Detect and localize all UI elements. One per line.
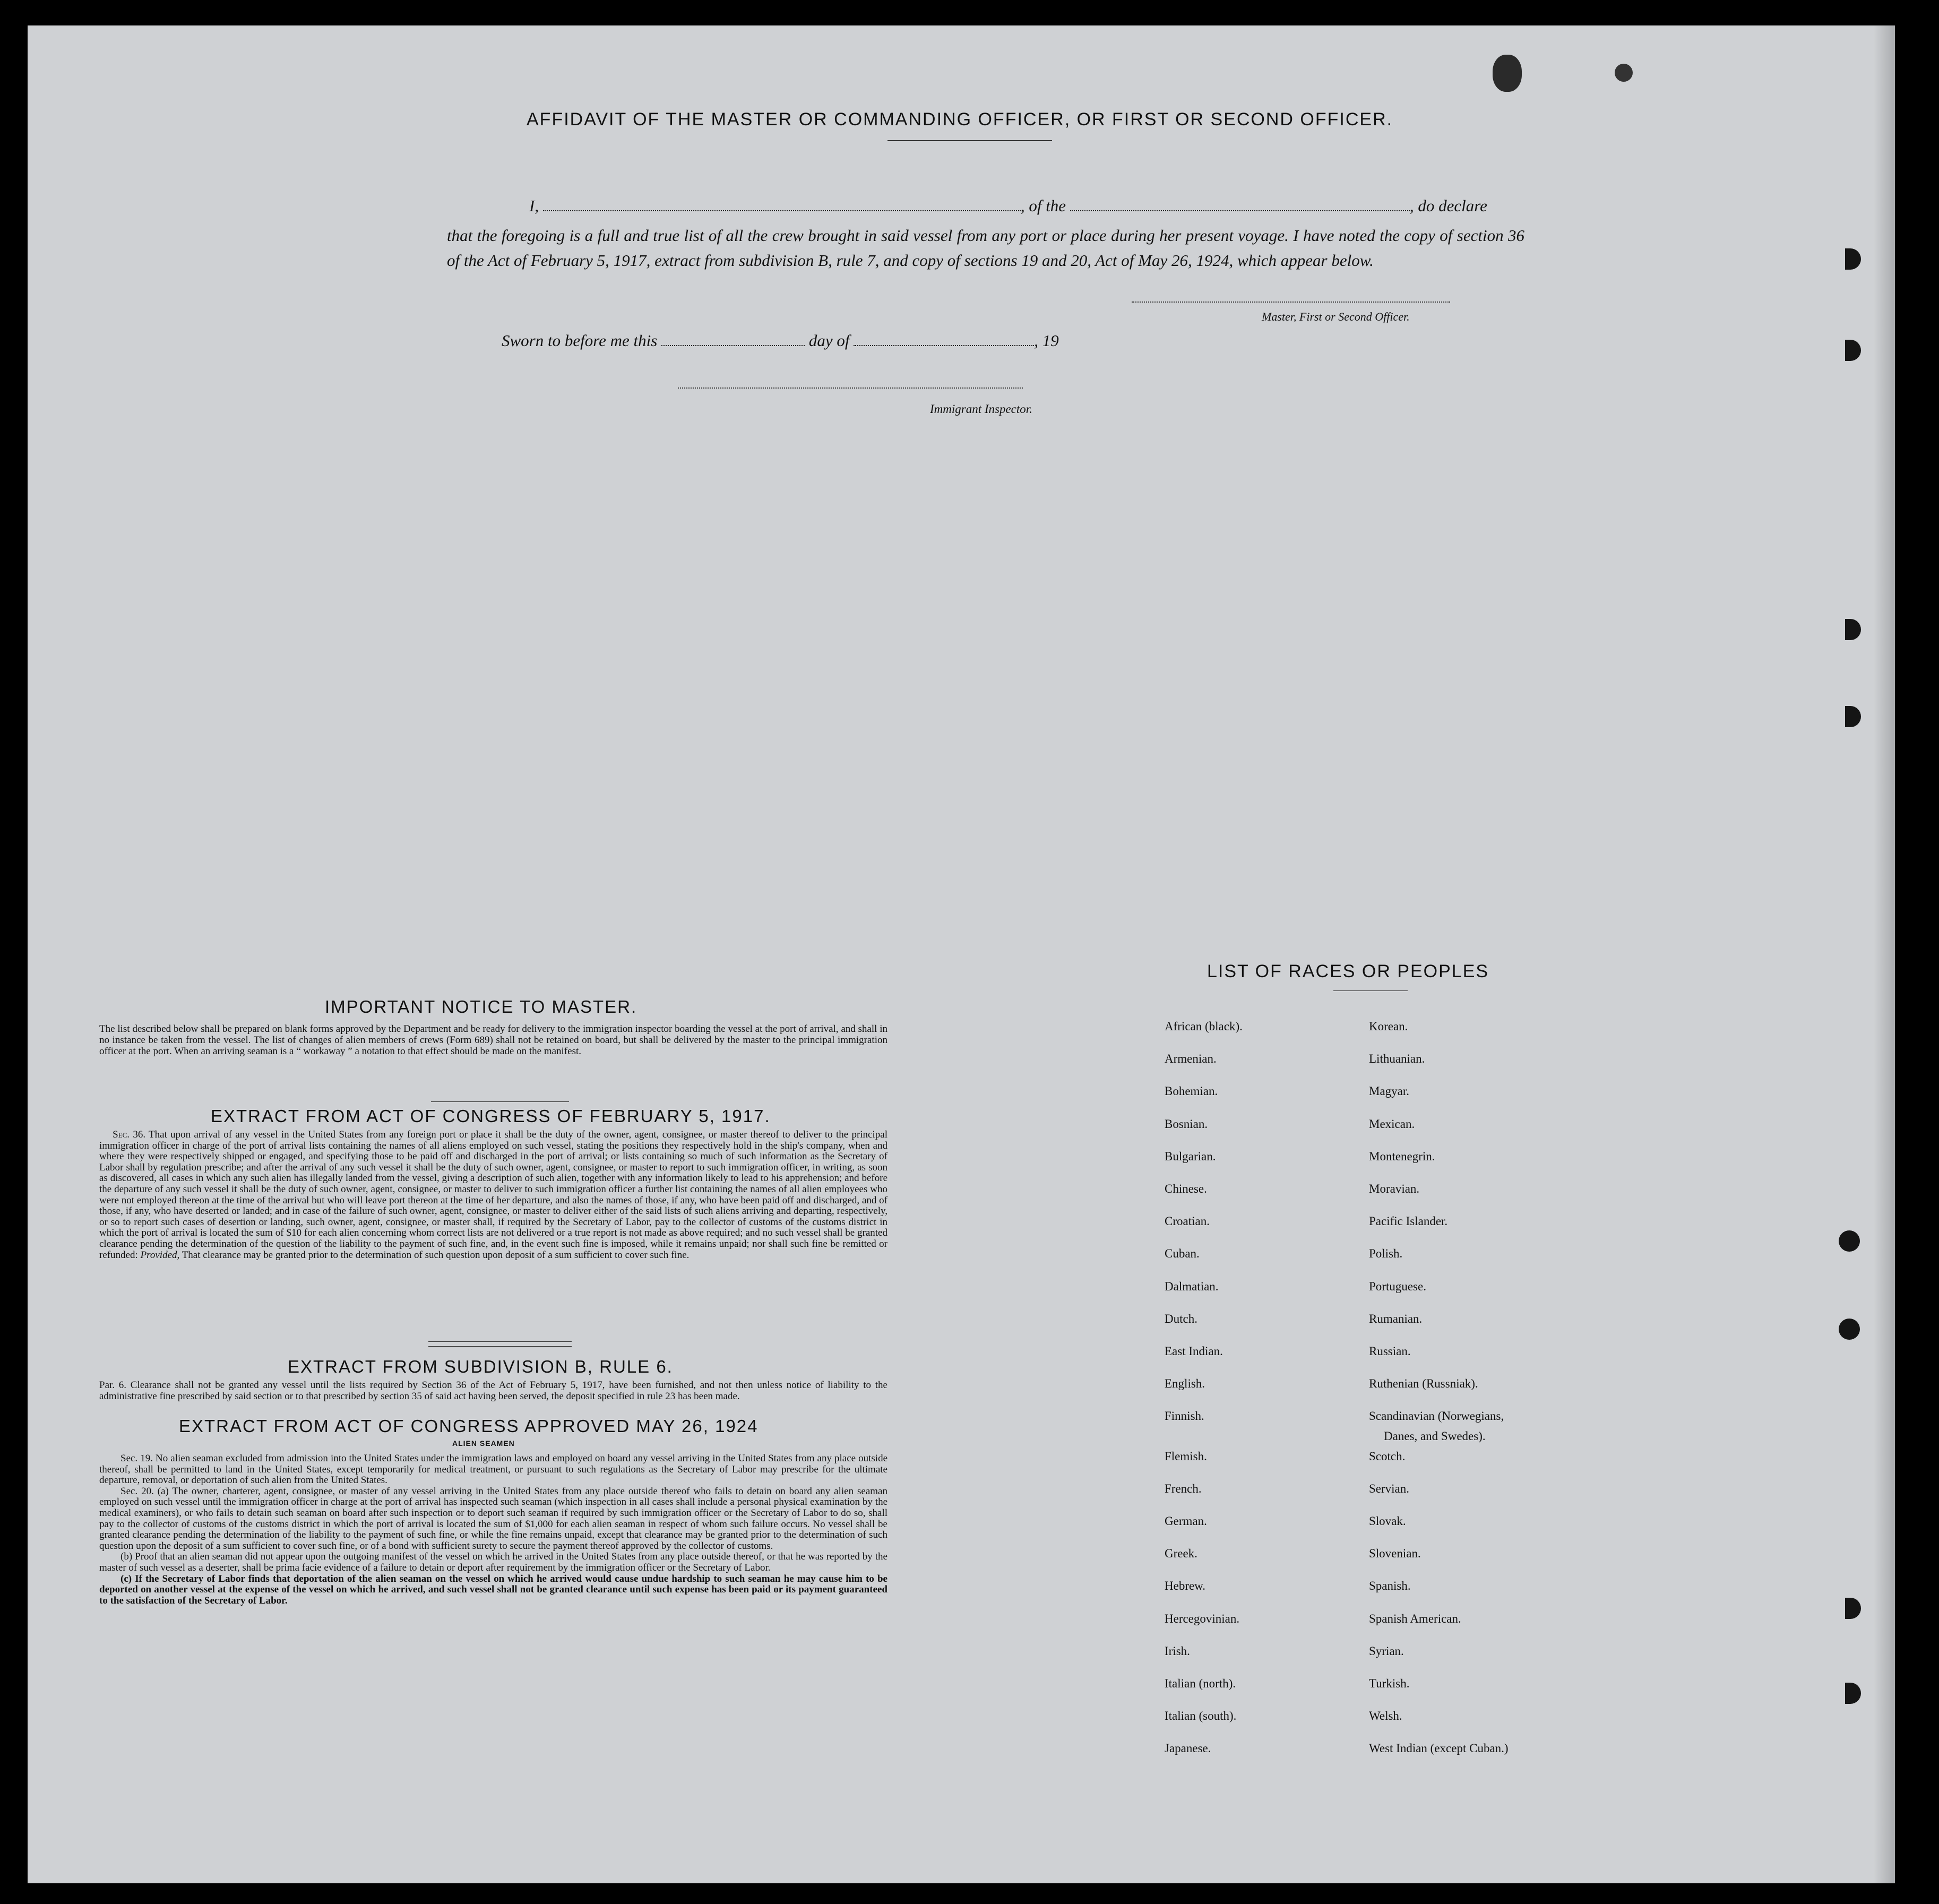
race-item: Scotch. bbox=[1369, 1450, 1406, 1463]
sec20c-text: (c) If the Secretary of Labor finds that deportation of the alien seaman on the vessel on which he arrived would cause undue hardship to such seaman he may cause him to be deported on another vessel at the expense of the vessel on which he arrived, and such vessel shall not be granted clearance until such expense has been paid or its payment guaranteed to the satisfaction of the Secretary of Labor. bbox=[99, 1573, 887, 1606]
binder-hole bbox=[1845, 1598, 1861, 1619]
divider bbox=[428, 1341, 572, 1342]
affidavit-title: AFFIDAVIT OF THE MASTER OR COMMANDING OFFICER, OR FIRST OR SECOND OFFICER. bbox=[527, 109, 1393, 130]
race-item: Bohemian. bbox=[1165, 1084, 1218, 1098]
vessel-blank[interactable] bbox=[1070, 210, 1410, 211]
notice-title: IMPORTANT NOTICE TO MASTER. bbox=[325, 997, 637, 1016]
of-the-label: , of the bbox=[1020, 196, 1066, 215]
race-item: Armenian. bbox=[1165, 1052, 1217, 1065]
race-item: Russian. bbox=[1369, 1345, 1411, 1358]
race-item: Spanish American. bbox=[1369, 1612, 1461, 1625]
binder-hole bbox=[1839, 1319, 1860, 1340]
race-item: Polish. bbox=[1369, 1247, 1403, 1260]
race-item: Cuban. bbox=[1165, 1247, 1200, 1260]
race-item: Japanese. bbox=[1165, 1742, 1211, 1755]
divider bbox=[431, 1101, 569, 1102]
extract-1924-subtitle: ALIEN SEAMEN bbox=[452, 1439, 515, 1448]
sec36-text: That upon arrival of any vessel in the United States from any foreign port or place it shall be the duty of the owner, agent, consignee, or master thereof to deliver to the principal immigration officer in charge of the port of arrival lists containing the names of all aliens employed on such vessel, stating the positions they respectively hold in the ship's company, when and where they were respectively shipped or engaged, and specifying those to be paid off and discharged in the port of arrival; or lists containing so much of such information as the Secretary of Labor shall by regulation prescribe; and after the arrival of any such vessel it shall be the duty of such owner, agent, consignee, or master to report to such immigration officer, in writing, as soon as discovered, all cases in which any such alien has illegally landed from the vessel, giving a description of such alien, together with any information likely to lead to his apprehension; and before the departure of any such vessel it shall be the duty of such owner, agent, consignee, or master to deliver to such immigration officer a further list containing the names of all alien employees who were not employed thereon at the time of the arrival but who will leave port thereon at the time of her departure, and also the names of those, if any, who have been paid off and discharged, and of those, if any, who have deserted or landed; and in case of the failure of such owner, agent, consignee, or master to deliver either of the said lists of such aliens arriving and departing, respectively, or so to report such cases of desertion or landing, such owner, agent, consignee, or master shall, if required by the Secretary of Labor, pay to the collector of customs of the customs district in which the port of arrival is located the sum of $10 for each alien concerning whom correct lists are not delivered or a true report is not made as above required; and no such vessel shall be granted clearance pending the determination of the question of the liability to the payment of such fine, and, in the event such fine is imposed, while it remains unpaid; nor shall such fine be remitted or refunded: bbox=[99, 1129, 887, 1261]
race-item: Welsh. bbox=[1369, 1709, 1402, 1722]
extract-1924-title: EXTRACT FROM ACT OF CONGRESS APPROVED MAY 26, 1924 bbox=[179, 1416, 759, 1436]
race-item: German. bbox=[1165, 1514, 1207, 1528]
race-item: West Indian (except Cuban.) bbox=[1369, 1742, 1509, 1755]
notice-text: The list described below shall be prepared on blank forms approved by the Department and be ready for delivery to the immigration inspector boarding the vessel at the port of arrival, and shall in no instance be taken from the vessel. The list of changes of alien members of crews (Form 689) shall not be retained on board, but shall be delivered by the master to the principal immigration officer at the port. When an arriving seaman is a “ workaway ” a notation to that effect should be made on the manifest. bbox=[99, 1023, 887, 1057]
races-title: LIST OF RACES OR PEOPLES bbox=[1207, 961, 1489, 981]
race-item: Magyar. bbox=[1369, 1084, 1410, 1098]
extract-rule6-title: EXTRACT FROM SUBDIVISION B, RULE 6. bbox=[288, 1357, 673, 1376]
race-item: Syrian. bbox=[1369, 1644, 1404, 1658]
extract-1924-text bbox=[99, 1453, 887, 1606]
race-item: Slovenian. bbox=[1369, 1547, 1421, 1560]
year-label: , 19 bbox=[1034, 331, 1059, 350]
race-item-continuation: Danes, and Swedes). bbox=[1384, 1429, 1486, 1443]
race-item: Scandinavian (Norwegians, bbox=[1369, 1409, 1504, 1423]
declaration-line bbox=[529, 196, 1487, 216]
do-declare-label: , do declare bbox=[1409, 196, 1487, 215]
race-item: Italian (north). bbox=[1165, 1677, 1236, 1690]
race-item: Portuguese. bbox=[1369, 1280, 1426, 1293]
race-item: Dutch. bbox=[1165, 1312, 1197, 1325]
extract-1917-text bbox=[99, 1130, 887, 1261]
race-item: Moravian. bbox=[1369, 1182, 1420, 1195]
race-item: French. bbox=[1165, 1482, 1202, 1495]
race-item: Dalmatian. bbox=[1165, 1280, 1219, 1293]
affidavit-body: that the foregoing is a full and true list of all the crew brought in said vessel from any port or place during her present voyage. I have noted the copy of section 36 of the Act of February 5, 1917, extract from subdivision B, rule 7, and copy of sections 19 and 20, Act of May 26, 1924, which appear below. bbox=[447, 226, 1524, 270]
damage-spot bbox=[1615, 64, 1633, 82]
sec-label: Sec. 36. bbox=[113, 1129, 146, 1140]
name-blank[interactable] bbox=[543, 210, 1021, 211]
race-item: Pacific Islander. bbox=[1369, 1214, 1448, 1228]
race-item: Slovak. bbox=[1369, 1514, 1406, 1528]
signature-caption: Master, First or Second Officer. bbox=[1262, 310, 1410, 323]
divider bbox=[887, 140, 1052, 141]
race-item: Bulgarian. bbox=[1165, 1150, 1216, 1163]
race-item: Chinese. bbox=[1165, 1182, 1207, 1195]
race-item: Greek. bbox=[1165, 1547, 1197, 1560]
race-item: Lithuanian. bbox=[1369, 1052, 1425, 1065]
sec20a-text: Sec. 20. (a) The owner, charterer, agent, consignee, or master of any vessel arriving in the United States from any place outside thereof who fails to detain on board any alien seaman employed on such vessel until the immigration officer in charge at the port of arrival has inspected such seaman (which inspection in all cases shall include a personal physical examination by the medical examiners), or who fails to detain such seaman on board after such inspection or to deport such seaman if required by such immigration officer or the Secretary of Labor to do so, shall pay to the collector of customs of the customs district in which the port of arrival is located the sum of $1,000 for each alien seaman in respect of whom such failure occurs. No vessel shall be granted clearance pending the determination of the liability to the payment of such fine, or while the fine remains unpaid, except that clearance may be granted prior to the determination of such question upon the deposit of a sum sufficient to cover such fine, or of a bond with sufficient surety to secure the payment thereof approved by the collector of customs. bbox=[99, 1485, 887, 1552]
binder-hole bbox=[1845, 1683, 1861, 1704]
race-item: Ruthenian (Russniak). bbox=[1369, 1377, 1478, 1390]
sworn-line bbox=[502, 331, 1059, 350]
race-item: Hebrew. bbox=[1165, 1579, 1206, 1592]
divider bbox=[428, 1346, 572, 1347]
binder-hole bbox=[1845, 248, 1861, 270]
race-item: Montenegrin. bbox=[1369, 1150, 1435, 1163]
race-item: Bosnian. bbox=[1165, 1117, 1208, 1131]
binder-hole bbox=[1845, 340, 1861, 361]
damage-spot bbox=[1493, 55, 1522, 92]
inspector-caption: Immigrant Inspector. bbox=[930, 402, 1032, 416]
provided-label: Provided, bbox=[140, 1249, 180, 1261]
inspector-signature-line[interactable] bbox=[678, 387, 1023, 389]
extract-rule6-text: Par. 6. Clearance shall not be granted any vessel until the lists required by Section 36 of the Act of February 5, 1917, have been furnished, and not then unless notice of liability to the administrative fine prescribed by said section or to that prescribed by section 35 of said act having been served, the deposit specified in rule 23 has been made. bbox=[99, 1380, 887, 1402]
race-item: African (black). bbox=[1165, 1020, 1243, 1033]
month-blank[interactable] bbox=[854, 344, 1034, 346]
race-item: Italian (south). bbox=[1165, 1709, 1237, 1722]
race-item: Hercegovinian. bbox=[1165, 1612, 1240, 1625]
sec19-text: Sec. 19. No alien seaman excluded from admission into the United States under the immigration laws and employed on board any vessel arriving in the United States from any place outside thereof, shall be permitted to land in the United States, except temporarily for medical treatment, or pursuant to such regulations as the Secretary of Labor may prescribe for the ultimate departure, removal, or deportation of such alien from the United States. bbox=[99, 1453, 887, 1486]
sworn-label: Sworn to before me this bbox=[502, 331, 658, 350]
race-item: Turkish. bbox=[1369, 1677, 1410, 1690]
race-item: Spanish. bbox=[1369, 1579, 1411, 1592]
binder-hole bbox=[1845, 619, 1861, 640]
race-item: Finnish. bbox=[1165, 1409, 1204, 1423]
race-item: East Indian. bbox=[1165, 1345, 1223, 1358]
race-item: Irish. bbox=[1165, 1644, 1190, 1658]
day-of-label: day of bbox=[808, 331, 850, 350]
day-blank[interactable] bbox=[661, 344, 805, 346]
binder-hole bbox=[1845, 706, 1861, 727]
i-label: I, bbox=[529, 196, 539, 215]
race-item: Servian. bbox=[1369, 1482, 1410, 1495]
race-item: Flemish. bbox=[1165, 1450, 1207, 1463]
race-item: Rumanian. bbox=[1369, 1312, 1423, 1325]
signature-line[interactable] bbox=[1132, 301, 1450, 303]
race-item: Croatian. bbox=[1165, 1214, 1210, 1228]
sec20b-text: (b) Proof that an alien seaman did not appear upon the outgoing manifest of the vessel on which he arrived in the United States from any place outside thereof, or that he was reported by the master of such vessel as a deserter, shall be prima facie evidence of a failure to detain or deport after requirement by the immigration officer or the Secretary of Labor. bbox=[99, 1551, 887, 1573]
sec36-text-end: That clearance may be granted prior to the determination of such question upon deposit of a sum sufficient to cover such fine. bbox=[182, 1249, 690, 1261]
race-item: Korean. bbox=[1369, 1020, 1408, 1033]
race-item: Mexican. bbox=[1369, 1117, 1415, 1131]
divider bbox=[1333, 990, 1408, 991]
page-edge-shadow bbox=[1874, 25, 1895, 1883]
document-page bbox=[28, 25, 1895, 1883]
race-item: English. bbox=[1165, 1377, 1205, 1390]
binder-hole bbox=[1839, 1230, 1860, 1252]
extract-1917-title: EXTRACT FROM ACT OF CONGRESS OF FEBRUARY 5, 1917. bbox=[211, 1106, 771, 1126]
